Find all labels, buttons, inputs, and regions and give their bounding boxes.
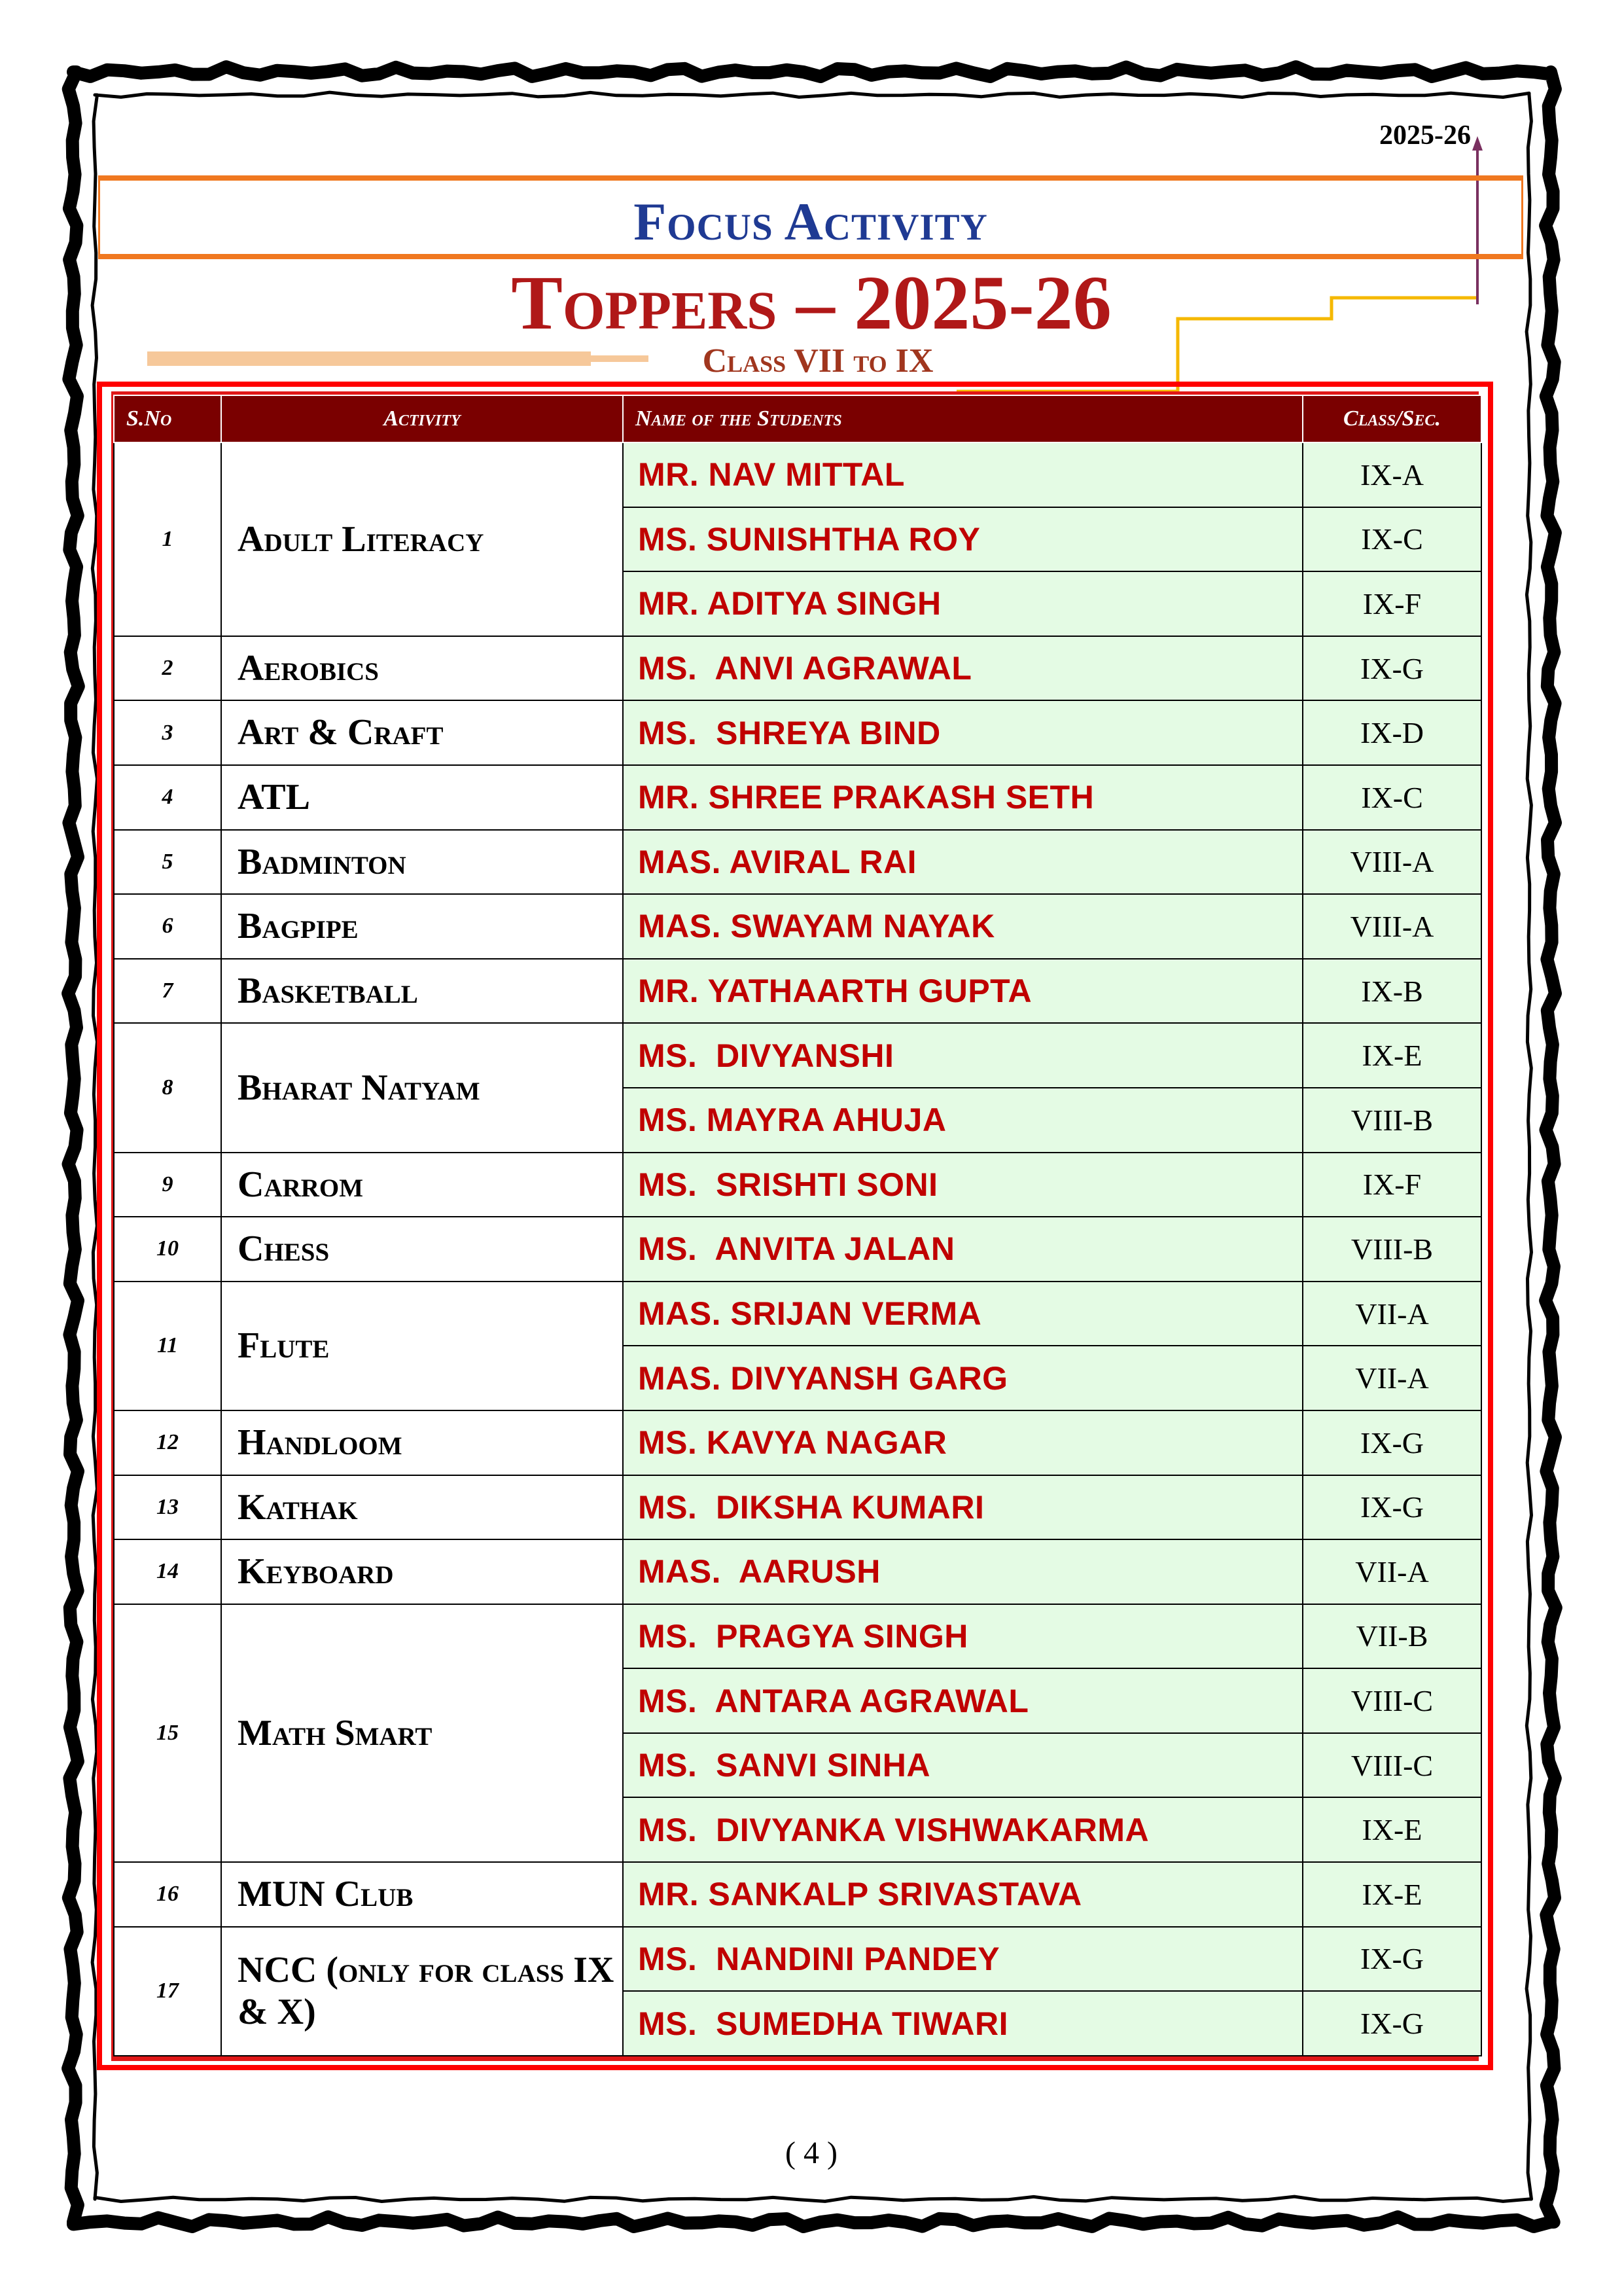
focus-activity-title: Focus Activity [633, 192, 988, 251]
toppers-table [113, 395, 1482, 2056]
toppers-title: Toppers – 2025-26 [511, 260, 1112, 346]
student-name-cell: MS. SUNISHTHA ROY [623, 507, 1303, 572]
table-row [114, 1475, 1481, 1540]
class-section-cell: IX-G [1303, 636, 1481, 701]
serial-number-cell: 13 [114, 1475, 221, 1540]
class-section-cell: IX-E [1303, 1797, 1481, 1862]
class-section-cell: IX-C [1303, 507, 1481, 572]
class-range-subtitle: Class VII to IX [702, 342, 934, 380]
table-row [114, 1153, 1481, 1217]
activity-cell: Chess [221, 1217, 623, 1282]
table-row [114, 1604, 1481, 1669]
serial-number-cell: 3 [114, 700, 221, 765]
class-section-cell: VIII-A [1303, 894, 1481, 959]
activity-cell: Bagpipe [221, 894, 623, 959]
serial-number-cell: 6 [114, 894, 221, 959]
header-sno: S.No [114, 395, 221, 442]
student-name-cell: MS. ANVI AGRAWAL [623, 636, 1303, 701]
class-section-cell: IX-F [1303, 1153, 1481, 1217]
table-row [114, 1539, 1481, 1604]
serial-number-cell: 11 [114, 1282, 221, 1410]
student-name-cell: MAS. SWAYAM NAYAK [623, 894, 1303, 959]
header-class-sec: Class/Sec. [1303, 395, 1481, 442]
activity-cell: Aerobics [221, 636, 623, 701]
table-body [114, 442, 1481, 2056]
activity-cell: Basketball [221, 959, 623, 1024]
serial-number-cell: 9 [114, 1153, 221, 1217]
student-name-cell: MAS. SRIJAN VERMA [623, 1282, 1303, 1346]
student-name-cell: MS. SANVI SINHA [623, 1733, 1303, 1798]
table-row [114, 636, 1481, 701]
activity-cell: ATL [221, 765, 623, 830]
serial-number-cell: 1 [114, 442, 221, 636]
student-name-cell: MS. SUMEDHA TIWARI [623, 1991, 1303, 2056]
serial-number-cell: 17 [114, 1927, 221, 2056]
activity-cell: Handloom [221, 1410, 623, 1475]
class-section-cell: IX-E [1303, 1862, 1481, 1927]
serial-number-cell: 2 [114, 636, 221, 701]
serial-number-cell: 14 [114, 1539, 221, 1604]
serial-number-cell: 7 [114, 959, 221, 1024]
student-name-cell: MS. ANVITA JALAN [623, 1217, 1303, 1282]
activity-cell: Keyboard [221, 1539, 623, 1604]
page-number: ( 4 ) [785, 2136, 838, 2170]
class-section-cell: IX-C [1303, 765, 1481, 830]
serial-number-cell: 4 [114, 765, 221, 830]
class-section-cell: IX-G [1303, 1991, 1481, 2056]
class-section-cell: VIII-C [1303, 1668, 1481, 1733]
student-name-cell: MS. DIVYANKA VISHWAKARMA [623, 1797, 1303, 1862]
class-section-cell: VII-A [1303, 1539, 1481, 1604]
academic-year-label: 2025-26 [1379, 120, 1471, 151]
class-section-cell: IX-G [1303, 1927, 1481, 1992]
class-section-cell: IX-B [1303, 959, 1481, 1024]
class-section-cell: IX-D [1303, 700, 1481, 765]
activity-cell: Carrom [221, 1153, 623, 1217]
class-section-cell: VIII-C [1303, 1733, 1481, 1798]
student-name-cell: MS. SHREYA BIND [623, 700, 1303, 765]
table-row [114, 894, 1481, 959]
decorative-peach-bar [147, 351, 591, 366]
class-section-cell: VIII-B [1303, 1088, 1481, 1153]
class-section-cell: VII-A [1303, 1282, 1481, 1346]
student-name-cell: MR. SHREE PRAKASH SETH [623, 765, 1303, 830]
table-row [114, 700, 1481, 765]
serial-number-cell: 5 [114, 830, 221, 895]
class-section-cell: VIII-B [1303, 1217, 1481, 1282]
table-row [114, 765, 1481, 830]
student-name-cell: MS. KAVYA NAGAR [623, 1410, 1303, 1475]
table-row [114, 1862, 1481, 1927]
activity-cell: Art & Craft [221, 700, 623, 765]
serial-number-cell: 12 [114, 1410, 221, 1475]
student-name-cell: MS. ANTARA AGRAWAL [623, 1668, 1303, 1733]
arrow-up-icon [1472, 136, 1483, 151]
class-section-cell: IX-A [1303, 442, 1481, 507]
serial-number-cell: 15 [114, 1604, 221, 1862]
class-section-cell: VIII-A [1303, 830, 1481, 895]
student-name-cell: MAS. AVIRAL RAI [623, 830, 1303, 895]
class-section-cell: IX-F [1303, 571, 1481, 636]
class-section-cell: VII-B [1303, 1604, 1481, 1669]
banner-top-line [98, 175, 1523, 181]
table-row [114, 1217, 1481, 1282]
student-name-cell: MR. NAV MITTAL [623, 442, 1303, 507]
student-name-cell: MR. YATHAARTH GUPTA [623, 959, 1303, 1024]
serial-number-cell: 10 [114, 1217, 221, 1282]
student-name-cell: MAS. AARUSH [623, 1539, 1303, 1604]
table-row [114, 1410, 1481, 1475]
student-name-cell: MS. SRISHTI SONI [623, 1153, 1303, 1217]
serial-number-cell: 8 [114, 1023, 221, 1152]
activity-cell: NCC (only for class IX & X) [221, 1927, 623, 2056]
table-row [114, 1927, 1481, 1992]
table-row [114, 830, 1481, 895]
toppers-table-inner-frame [111, 391, 1479, 2061]
table-row [114, 1282, 1481, 1346]
table-row [114, 442, 1481, 507]
activity-cell: Bharat Natyam [221, 1023, 623, 1152]
activity-cell: MUN Club [221, 1862, 623, 1927]
student-name-cell: MR. ADITYA SINGH [623, 571, 1303, 636]
student-name-cell: MS. PRAGYA SINGH [623, 1604, 1303, 1669]
toppers-table-frame [97, 382, 1493, 2070]
class-section-cell: IX-E [1303, 1023, 1481, 1088]
activity-cell: Badminton [221, 830, 623, 895]
class-section-cell: VII-A [1303, 1346, 1481, 1410]
student-name-cell: MS. MAYRA AHUJA [623, 1088, 1303, 1153]
student-name-cell: MR. SANKALP SRIVASTAVA [623, 1862, 1303, 1927]
serial-number-cell: 16 [114, 1862, 221, 1927]
table-row [114, 1023, 1481, 1088]
activity-cell: Adult Literacy [221, 442, 623, 636]
student-name-cell: MAS. DIVYANSH GARG [623, 1346, 1303, 1410]
student-name-cell: MS. DIKSHA KUMARI [623, 1475, 1303, 1540]
student-name-cell: MS. NANDINI PANDEY [623, 1927, 1303, 1992]
activity-cell: Math Smart [221, 1604, 623, 1862]
table-header-row [114, 395, 1481, 442]
header-student-name: Name of the Students [623, 395, 1303, 442]
class-section-cell: IX-G [1303, 1475, 1481, 1540]
header-activity: Activity [221, 395, 623, 442]
activity-cell: Kathak [221, 1475, 623, 1540]
class-section-cell: IX-G [1303, 1410, 1481, 1475]
table-row [114, 959, 1481, 1024]
activity-cell: Flute [221, 1282, 623, 1410]
focus-activity-banner [98, 175, 1523, 259]
student-name-cell: MS. DIVYANSHI [623, 1023, 1303, 1088]
